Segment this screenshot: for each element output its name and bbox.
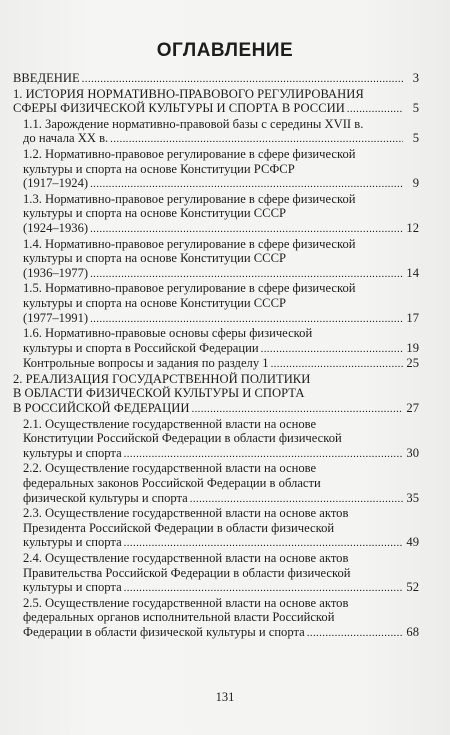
dot-leader <box>261 341 403 357</box>
dot-leader <box>124 446 403 462</box>
toc-entry-text: Президента Российской Федерации в области физической <box>23 520 335 535</box>
toc-entry-text: 1.6. Нормативно-правовые основы сферы физической <box>23 326 313 341</box>
dot-leader <box>191 401 403 417</box>
dot-leader <box>90 176 403 192</box>
toc-entry-text: федеральных органов исполнительной власти Российской <box>23 610 335 625</box>
toc-entry <box>13 237 419 282</box>
toc-entry-text: 2.3. Осуществление государственной власти на основе актов <box>23 506 349 521</box>
page-number: 131 <box>215 690 235 704</box>
toc-entry-text: ВВЕДЕНИЕ <box>13 71 80 85</box>
toc-entry-page: 49 <box>406 535 419 550</box>
toc-entry-page: 9 <box>412 176 419 191</box>
dot-leader <box>347 101 403 117</box>
toc-entry-page: 14 <box>406 265 419 280</box>
toc-entry-text: 2. РЕАЛИЗАЦИЯ ГОСУДАРСТВЕННОЙ ПОЛИТИКИ <box>13 371 311 386</box>
toc-entry-text: культуры и спорта в Российской Федерации <box>23 340 259 355</box>
toc-entry-text: (1936–1977) <box>23 265 89 280</box>
toc-entry-page: 3 <box>412 71 419 85</box>
dot-leader <box>271 356 403 372</box>
toc-entry-text: 1.5. Нормативно-правовое регулирование в сфере физической <box>23 281 356 296</box>
toc-entry-page: 25 <box>406 356 419 371</box>
toc-entry <box>13 281 419 326</box>
toc-entry-text: Контрольные вопросы и задания по разделу 1 <box>23 356 269 371</box>
toc-entry <box>13 71 419 87</box>
toc-entry-text: В ОБЛАСТИ ФИЗИЧЕСКОЙ КУЛЬТУРЫ И СПОРТА <box>13 386 305 401</box>
toc-entry-page: 17 <box>406 310 419 325</box>
toc-entry-text: 1.3. Нормативно-правовое регулирование в сфере физической <box>23 191 356 206</box>
toc-entry-text: культуры и спорта <box>23 535 122 550</box>
toc-entry-page: 12 <box>406 220 419 235</box>
toc-entry <box>13 87 419 117</box>
toc-entry-page: 35 <box>406 490 419 505</box>
toc-entry-text: 2.2. Осуществление государственной власти на основе <box>23 461 317 476</box>
dot-leader <box>90 311 403 327</box>
dot-leader <box>90 221 403 237</box>
toc-entry-text: 2.4. Осуществление государственной власти на основе актов <box>23 551 349 565</box>
toc-entry <box>13 551 419 596</box>
toc-entry-text: физической культуры и спорта <box>23 490 188 505</box>
toc-entry-text: культуры и спорта на основе Конституции РСФСР <box>23 161 295 176</box>
toc-entry-text: (1924–1936) <box>23 220 89 235</box>
table-of-contents <box>13 71 419 641</box>
toc-entry-page: 52 <box>406 580 419 595</box>
toc-entry-text: культуры и спорта на основе Конституции СССР <box>23 295 286 310</box>
toc-entry-text: 1.2. Нормативно-правовое регулирование в сфере физической <box>23 146 356 161</box>
toc-entry-text: Конституции Российской Федерации в области физической <box>23 431 342 446</box>
toc-entry <box>13 461 419 506</box>
toc-entry <box>13 147 419 192</box>
toc-entry-text: культуры и спорта на основе Конституции СССР <box>23 206 286 221</box>
toc-entry-text: В РОССИЙСКОЙ ФЕДЕРАЦИИ <box>13 401 190 416</box>
toc-entry-page: 68 <box>406 624 419 639</box>
toc-entry-text: культуры и спорта <box>23 580 122 595</box>
toc-entry-text: (1977–1991) <box>23 310 89 325</box>
toc-entry-text: 1.1. Зарождение нормативно-правовой базы с середины XVII в. <box>23 116 364 131</box>
toc-entry-page: 19 <box>406 340 419 355</box>
toc-entry <box>13 356 419 372</box>
toc-entry <box>13 596 419 641</box>
toc-entry <box>13 326 419 356</box>
toc-entry-text: до начала XX в. <box>23 131 109 146</box>
toc-entry-text: (1917–1924) <box>23 176 89 191</box>
toc-entry-page: 5 <box>412 101 419 116</box>
toc-entry-page: 27 <box>406 401 419 416</box>
toc-entry-page: 5 <box>412 131 419 146</box>
toc-entry <box>13 192 419 237</box>
toc-entry-text: культуры и спорта на основе Конституции СССР <box>23 251 286 266</box>
toc-entry-text: культуры и спорта <box>23 445 122 460</box>
toc-entry-text: Правительства Российской Федерации в области физической <box>23 565 351 580</box>
toc-entry <box>13 372 419 417</box>
toc-entry-text: 1.4. Нормативно-правовое регулирование в сфере физической <box>23 236 356 251</box>
dot-leader <box>110 131 403 147</box>
toc-entry-text: 2.1. Осуществление государственной власти на основе <box>23 416 317 431</box>
toc-entry <box>13 417 419 462</box>
toc-entry-text: 2.5. Осуществление государственной власти на основе актов <box>23 595 349 610</box>
toc-entry-text: 1. ИСТОРИЯ НОРМАТИВНО-ПРАВОВОГО РЕГУЛИРОВАНИЯ <box>13 86 364 101</box>
toc-entry-text: СФЕРЫ ФИЗИЧЕСКОЙ КУЛЬТУРЫ И СПОРТА В РОССИИ <box>13 101 345 116</box>
toc-entry-text: Федерации в области физической культуры и спорта <box>23 624 305 639</box>
dot-leader <box>124 535 403 551</box>
dot-leader <box>124 580 403 596</box>
toc-entry <box>13 506 419 551</box>
page-title: ОГЛАВЛЕНИЕ <box>156 40 294 61</box>
dot-leader <box>82 71 403 87</box>
dot-leader <box>307 625 403 641</box>
toc-entry-text: федеральных законов Российской Федерации в области <box>23 476 321 491</box>
dot-leader <box>90 266 403 282</box>
toc-entry-page: 30 <box>406 445 419 460</box>
dot-leader <box>190 491 403 507</box>
toc-entry <box>13 117 419 147</box>
